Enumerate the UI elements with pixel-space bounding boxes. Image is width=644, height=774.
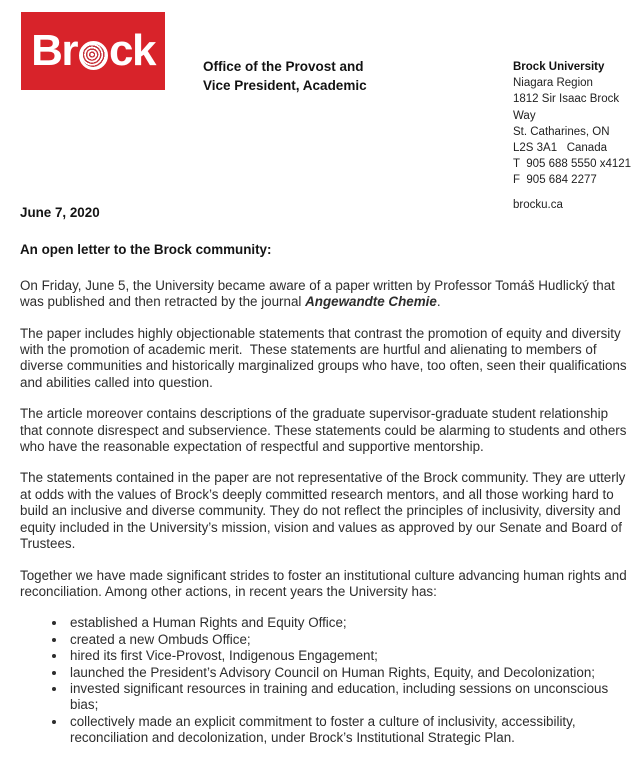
letter-body (0, 205, 644, 747)
paragraph-3: The article moreover contains descriptions of the graduate supervisor-graduate student relationship that connote disrespect and subservience. These statements could be alarming to students and others who have the reasonable expectation of respectful and supportive mentorship. (20, 406, 631, 455)
list-item: • hired its first Vice-Provost, Indigenous Engagement; (67, 648, 628, 664)
address-fax: F 905 684 2277 (513, 174, 597, 187)
journal-title: Angewandte Chemie (305, 294, 437, 310)
paragraph-1 (20, 278, 628, 311)
letter-date: June 7, 2020 (20, 205, 100, 220)
wordmark-part2: ck (108, 26, 155, 75)
address-line: St. Catharines, ON (513, 125, 610, 138)
university-name: Brock University (513, 61, 605, 73)
list-item: • established a Human Rights and Equity Office; (67, 615, 628, 631)
office-title-line2: Vice President, Academic (203, 78, 367, 93)
address-line: 1812 Sir Isaac Brock Way (513, 93, 623, 122)
wordmark-part1: Br (31, 26, 77, 75)
paragraph-1-period: . (436, 294, 441, 310)
paragraph-1-text: On Friday, June 5, the University became aware of a paper written by Professor Tomáš Hudlický that was published and then retracted by the journal (20, 277, 619, 310)
fingerprint-o-icon (79, 41, 108, 70)
address-block (513, 59, 641, 213)
brock-wordmark (31, 26, 155, 75)
address-line: Niagara Region (513, 77, 593, 90)
paragraph-4: The statements contained in the paper are not representative of the Brock community. They are utterly at odds with the values of Brock’s deeply committed research mentors, and all those working hard to build an inclusive and diverse community. They do not reflect the principles of inclusivity, diversity and equity included in the University’s mission, vision and values as approved by our Senate and Board of Trustees. (20, 470, 630, 552)
paragraph-5: Together we have made significant strides to foster an institutional culture advancing human rights and reconciliation. Among other actions, in recent years the University has: (20, 567, 631, 599)
list-item: • collectively made an explicit commitment to foster a culture of inclusivity, accessibility, reconciliation and decolonization, under Brock’s Institutional Strategic Plan. (67, 714, 628, 747)
website-url: brocku.ca (513, 198, 563, 211)
address-phone: T 905 688 5550 x4121 (513, 158, 632, 171)
salutation: An open letter to the Brock community: (20, 242, 272, 258)
office-title (203, 57, 367, 95)
brock-logo (21, 12, 165, 90)
address-line: L2S 3A1 Canada (513, 142, 607, 155)
office-title-line1: Office of the Provost and (203, 59, 364, 74)
list-item: • launched the President’s Advisory Council on Human Rights, Equity, and Decolonization; (67, 665, 628, 681)
list-item: • created a new Ombuds Office; (67, 632, 628, 648)
paragraph-2: The paper includes highly objectionable statements that contrast the promotion of equity and diversity with the promotion of academic merit. These statements are hurtful and alienating to members of diverse communities and historically marginalized groups who have, too often, seen their qualifications and abilities called into question. (20, 325, 631, 390)
actions-list (20, 615, 628, 746)
letterhead (0, 0, 644, 211)
list-item: • invested significant resources in training and education, including sessions on unconscious bias; (67, 681, 628, 714)
